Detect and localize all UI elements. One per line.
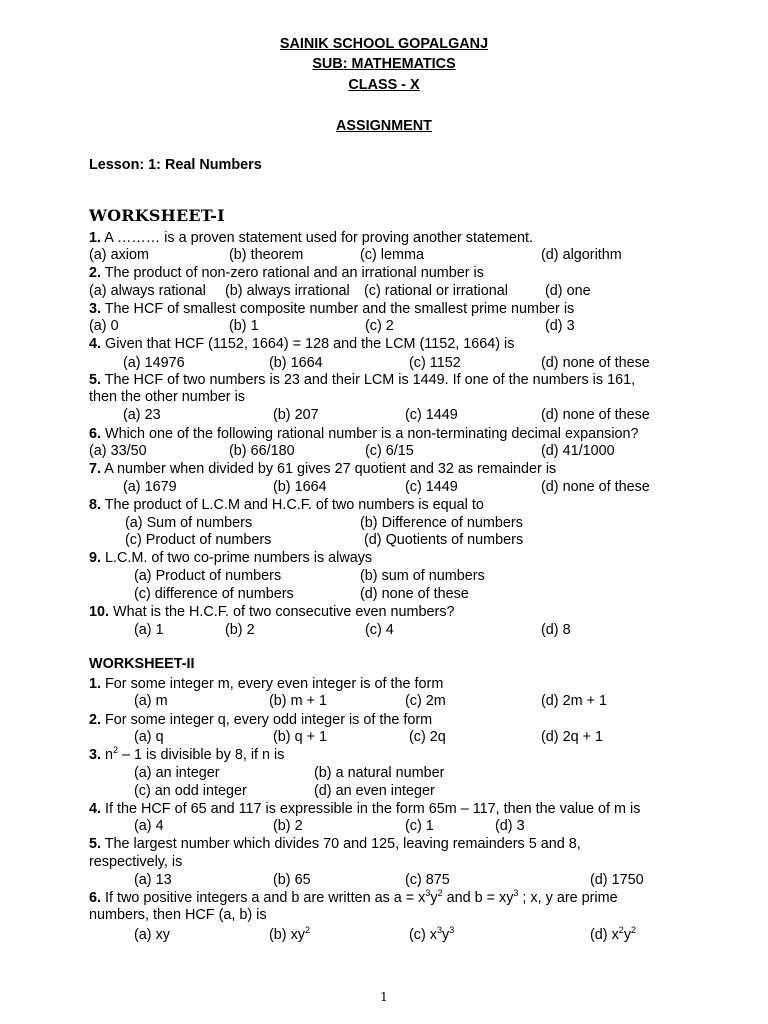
ws1-q10-option-d: (d) 8 bbox=[541, 622, 571, 638]
ws1-question-8: 8. The product of L.C.M and H.C.F. of two numbers is equal to bbox=[89, 497, 484, 513]
page-number: 1 bbox=[380, 990, 388, 1004]
ws1-q7-option-c: (c) 1449 bbox=[405, 479, 458, 495]
ws1-q9-option-b: (b) sum of numbers bbox=[360, 568, 485, 584]
ws1-q7-option-b: (b) 1664 bbox=[273, 479, 327, 495]
ws1-q1-option-b: (b) theorem bbox=[229, 247, 304, 263]
ws2-q1-option-d: (d) 2m + 1 bbox=[541, 693, 607, 709]
ws1-q6-option-b: (b) 66/180 bbox=[229, 443, 295, 459]
ws1-question-3: 3. The HCF of smallest composite number and the smallest prime number is bbox=[89, 301, 575, 317]
ws1-q10-option-b: (b) 2 bbox=[225, 622, 255, 638]
class-heading: CLASS - X bbox=[348, 77, 420, 93]
worksheet-1-title: WORKSHEET-I bbox=[89, 206, 225, 225]
ws2-q4-option-c: (c) 1 bbox=[405, 818, 434, 834]
ws1-q10-option-c: (c) 4 bbox=[365, 622, 394, 638]
ws1-q3-option-c: (c) 2 bbox=[365, 318, 394, 334]
ws1-question-10: 10. What is the H.C.F. of two consecutive even numbers? bbox=[89, 604, 455, 620]
ws1-q1-option-a: (a) axiom bbox=[89, 247, 149, 263]
assignment-heading: ASSIGNMENT bbox=[336, 118, 432, 134]
ws2-q3-option-a: (a) an integer bbox=[134, 765, 220, 781]
ws2-q1-option-c: (c) 2m bbox=[405, 693, 446, 709]
ws1-question-6: 6. Which one of the following rational number is a non-terminating decimal expansion? bbox=[89, 426, 639, 442]
ws1-q4-option-d: (d) none of these bbox=[541, 355, 650, 371]
ws2-q6-option-c: (c) $x^3y^3$ bbox=[409, 925, 455, 943]
ws1-q5-option-c: (c) 1449 bbox=[405, 407, 458, 423]
ws1-q5-option-a: (a) 23 bbox=[123, 407, 161, 423]
ws2-q5-option-d: (d) 1750 bbox=[590, 872, 644, 888]
ws2-question-2: 2. For some integer q, every odd integer is of the form bbox=[89, 712, 433, 728]
ws2-q2-option-d: (d) 2q + 1 bbox=[541, 729, 603, 745]
ws2-q3-option-b: (b) a natural number bbox=[314, 765, 445, 781]
ws1-q9-option-d: (d) none of these bbox=[360, 586, 469, 602]
ws2-question-6: 6. If two positive integers a and b are written as $a = x^3y^2$ and $b = xy^3$ ; x, y are prime bbox=[89, 888, 618, 906]
ws1-q1-option-d: (d) algorithm bbox=[541, 247, 622, 263]
ws1-q9-option-a: (a) Product of numbers bbox=[134, 568, 282, 584]
ws1-question-5-continued: then the other number is bbox=[89, 389, 245, 405]
ws1-q2-option-c: (c) rational or irrational bbox=[364, 283, 508, 299]
ws1-q8-option-c: (c) Product of numbers bbox=[125, 532, 272, 548]
ws2-question-4: 4. If the HCF of 65 and 117 is expressible in the form 65m – 117, then the value of m is bbox=[89, 801, 641, 817]
ws2-question-3: 3. $n^2 - 1$ is divisible by 8, if n is bbox=[89, 745, 285, 763]
ws2-q2-option-a: (a) q bbox=[134, 729, 164, 745]
ws2-q4-option-a: (a) 4 bbox=[134, 818, 164, 834]
ws1-q7-option-d: (d) none of these bbox=[541, 479, 650, 495]
ws2-q2-option-b: (b) q + 1 bbox=[273, 729, 327, 745]
ws1-q3-option-a: (a) 0 bbox=[89, 318, 119, 334]
ws1-q8-option-b: (b) Difference of numbers bbox=[360, 515, 523, 531]
ws2-q5-option-c: (c) 875 bbox=[405, 872, 450, 888]
ws2-q6-option-a: (a) xy bbox=[134, 927, 170, 943]
ws2-question-5-continued: respectively, is bbox=[89, 854, 183, 870]
subject-heading: SUB: MATHEMATICS bbox=[312, 56, 456, 72]
ws1-question-4: 4. Given that HCF (1152, 1664) = 128 and the LCM (1152, 1664) is bbox=[89, 336, 515, 352]
ws1-q6-option-a: (a) 33/50 bbox=[89, 443, 147, 459]
ws1-q6-option-d: (d) 41/1000 bbox=[541, 443, 615, 459]
ws2-q1-option-b: (b) m + 1 bbox=[269, 693, 327, 709]
ws2-q6-option-d: (d) $x^2y^2$ bbox=[590, 925, 637, 943]
ws2-q3-option-d: (d) an even integer bbox=[314, 783, 435, 799]
ws1-q1-option-c: (c) lemma bbox=[360, 247, 424, 263]
ws2-question-1: 1. For some integer m, every even integer is of the form bbox=[89, 676, 444, 692]
ws2-q2-option-c: (c) 2q bbox=[409, 729, 446, 745]
ws2-q6-option-b: (b) $xy^2$ bbox=[269, 925, 310, 943]
ws2-q4-option-b: (b) 2 bbox=[273, 818, 303, 834]
ws2-q3-option-c: (c) an odd integer bbox=[134, 783, 247, 799]
ws1-q5-option-d: (d) none of these bbox=[541, 407, 650, 423]
worksheet-2-title: WORKSHEET-II bbox=[89, 656, 195, 672]
ws2-q5-option-a: (a) 13 bbox=[134, 872, 172, 888]
ws1-question-2: 2. The product of non-zero rational and an irrational number is bbox=[89, 265, 484, 281]
ws1-q4-option-a: (a) 14976 bbox=[123, 355, 185, 371]
ws1-q9-option-c: (c) difference of numbers bbox=[134, 586, 294, 602]
lesson-title: Lesson: 1: Real Numbers bbox=[89, 157, 262, 173]
ws1-q6-option-c: (c) 6/15 bbox=[365, 443, 414, 459]
ws1-question-7: 7. A number when divided by 61 gives 27 quotient and 32 as remainder is bbox=[89, 461, 557, 477]
ws2-question-5: 5. The largest number which divides 70 and 125, leaving remainders 5 and 8, bbox=[89, 836, 581, 852]
ws1-question-5: 5. The HCF of two numbers is 23 and their LCM is 1449. If one of the numbers is 161, bbox=[89, 372, 636, 388]
ws1-q2-option-b: (b) always irrational bbox=[225, 283, 350, 299]
ws2-question-6-continued: numbers, then HCF (a, b) is bbox=[89, 907, 267, 923]
ws1-q3-option-d: (d) 3 bbox=[545, 318, 575, 334]
ws2-q5-option-b: (b) 65 bbox=[273, 872, 311, 888]
ws1-q8-option-d: (d) Quotients of numbers bbox=[364, 532, 524, 548]
ws2-q4-option-d: (d) 3 bbox=[495, 818, 525, 834]
ws1-q2-option-a: (a) always rational bbox=[89, 283, 206, 299]
ws1-q10-option-a: (a) 1 bbox=[134, 622, 164, 638]
ws1-q3-option-b: (b) 1 bbox=[229, 318, 259, 334]
ws1-q7-option-a: (a) 1679 bbox=[123, 479, 177, 495]
ws1-q2-option-d: (d) one bbox=[545, 283, 591, 299]
ws1-q4-option-b: (b) 1664 bbox=[269, 355, 323, 371]
ws1-question-9: 9. L.C.M. of two co-prime numbers is always bbox=[89, 550, 373, 566]
ws1-question-1: 1. A ……… is a proven statement used for proving another statement. bbox=[89, 230, 533, 246]
ws1-q8-option-a: (a) Sum of numbers bbox=[125, 515, 253, 531]
ws1-q4-option-c: (c) 1152 bbox=[409, 355, 461, 371]
school-name: SAINIK SCHOOL GOPALGANJ bbox=[279, 36, 489, 52]
ws2-q1-option-a: (a) m bbox=[134, 693, 168, 709]
ws1-q5-option-b: (b) 207 bbox=[273, 407, 319, 423]
